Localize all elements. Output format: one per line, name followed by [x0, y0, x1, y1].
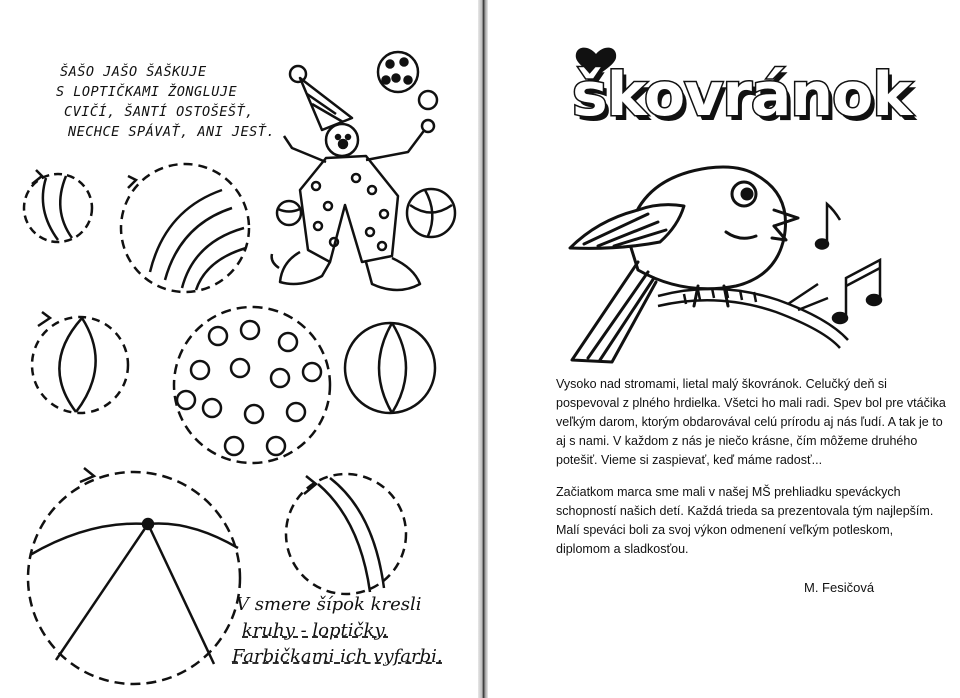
right-page [488, 0, 960, 698]
page-title: škovránok [572, 60, 912, 130]
poem-line: S LOPTIČKAMI ŽONGLUJE [56, 84, 238, 100]
dashed-ball-3 [32, 312, 128, 413]
juggled-ball-small [419, 91, 437, 109]
clown-illustration [272, 66, 434, 290]
poem-line: NECHCE SPÁVAŤ, ANI JESŤ. [68, 124, 276, 140]
article-author: M. Fesičová [804, 580, 875, 595]
dashed-ball-large [28, 468, 240, 684]
dashed-ball-striped [286, 474, 406, 594]
article-body [556, 375, 946, 572]
article-paragraph: Vysoko nad stromami, lietal malý škovránok. Celučký deň si pospevoval z plného hrdielka. Všetci ho mali radi. Spev bol pre vtáčika veľkým darom, ktorým obdarovával celú prírodu aj nás ľudí. A tak je to aj s nami. V každom z nás je niečo krásne, čím môžeme druhého potešiť. Vieme si zaspievať, keď máme radosť... [556, 377, 946, 467]
juggled-ball-dots [378, 52, 418, 92]
skylark-bird-illustration [570, 167, 798, 362]
instruction-line: V smere šípok kresli [236, 594, 422, 615]
article-paragraph: Začiatkom marca sme mali v našej MŠ prehliadku speváckych schopností našich detí. Každá trieda sa prezentovala tým najlepším. Malí speváci boli za svoj výkon odmenení veľkým potleskom, diplomom a sladkosťou. [556, 485, 934, 556]
dashed-ball-1 [24, 170, 92, 242]
instruction-line: Farbičkami ich vyfarbi. [232, 646, 443, 667]
coloring-instruction [232, 592, 476, 670]
music-notes-icon [816, 204, 881, 323]
bottom-edge-handwriting [18, 684, 178, 696]
solid-beach-ball [345, 323, 435, 413]
poem-line: ŠAŠO JAŠO ŠAŠKUJE [60, 64, 207, 80]
left-page [0, 0, 478, 698]
branch-illustration [658, 284, 848, 348]
dashed-ball-2 [121, 164, 249, 292]
juggled-ball-cross [407, 189, 455, 237]
dashed-ball-polka-dot [174, 307, 330, 463]
book-spine [478, 0, 488, 698]
poem-line: CVIČÍ, ŠANTÍ OSTOŠEŠŤ, [64, 104, 254, 120]
instruction-line: kruhy - loptičky. [242, 620, 388, 641]
juggled-ball-low [277, 201, 301, 225]
